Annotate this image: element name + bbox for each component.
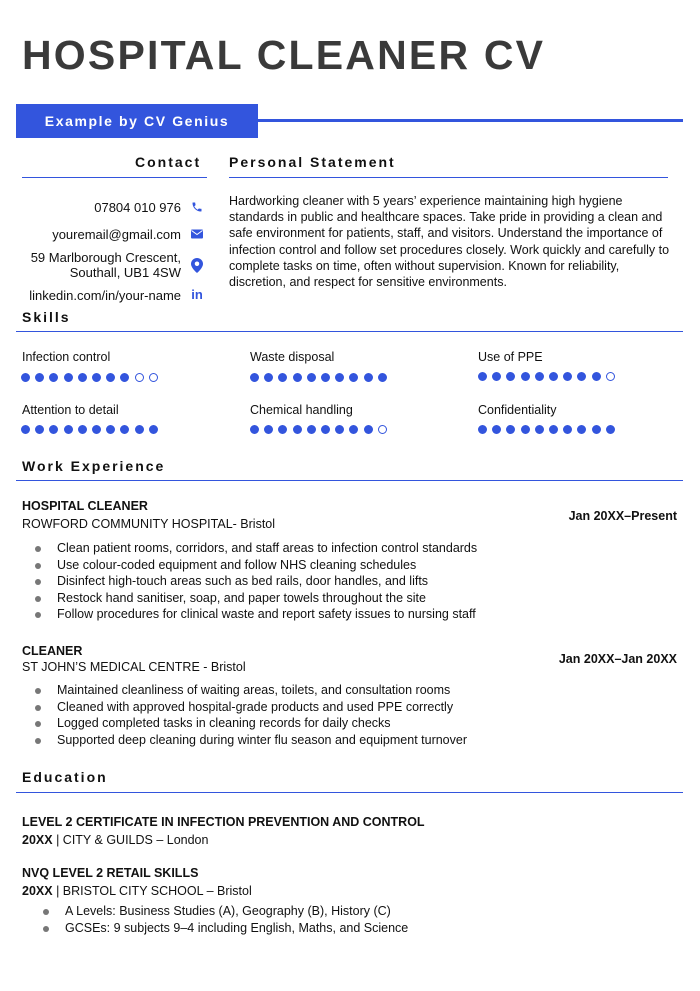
rating-dot-filled <box>92 373 101 382</box>
rating-dot-filled <box>78 425 87 434</box>
job-employer: ST JOHN’S MEDICAL CENTRE - Bristol <box>22 660 246 674</box>
rating-dot-filled <box>535 425 544 434</box>
skill-name: Confidentiality <box>478 403 557 417</box>
rating-dot-filled <box>321 373 330 382</box>
rating-dot-filled <box>521 372 530 381</box>
rating-dot-filled <box>307 373 316 382</box>
rating-dot-filled <box>535 372 544 381</box>
contact-email: youremail@gmail.com <box>52 227 181 242</box>
rating-dot-filled <box>364 425 373 434</box>
list-item: Cleaned with approved hospital-grade products and used PPE correctly <box>35 699 467 716</box>
list-item: Restock hand sanitiser, soap, and paper towels throughout the site <box>35 590 477 607</box>
rating-dot-filled <box>264 425 273 434</box>
rating-dot-filled <box>35 373 44 382</box>
list-item: Disinfect high-touch areas such as bed rails, door handles, and lifts <box>35 573 477 590</box>
example-banner <box>16 104 258 138</box>
skill-rating <box>250 373 387 382</box>
contact-linkedin: linkedin.com/in/your-name <box>29 288 181 303</box>
rating-dot-filled <box>120 373 129 382</box>
education-year: 20XX <box>22 833 53 847</box>
skill-rating <box>478 425 615 434</box>
phone-icon <box>190 200 204 214</box>
rating-dot-filled <box>307 425 316 434</box>
rating-dot-filled <box>563 425 572 434</box>
skills-rule <box>16 331 683 332</box>
skill-rating <box>21 425 158 434</box>
rating-dot-filled <box>64 425 73 434</box>
contact-phone: 07804 010 976 <box>94 200 181 215</box>
skill-rating <box>21 373 158 382</box>
rating-dot-filled <box>492 425 501 434</box>
education-detail <box>22 833 208 847</box>
rating-dot-filled <box>506 425 515 434</box>
rating-dot-filled <box>106 373 115 382</box>
rating-dot-filled <box>264 373 273 382</box>
rating-dot-filled <box>349 373 358 382</box>
rating-dot-filled <box>521 425 530 434</box>
rating-dot-filled <box>592 372 601 381</box>
list-item: Use colour-coded equipment and follow NHS cleaning schedules <box>35 557 477 574</box>
job-employer: ROWFORD COMMUNITY HOSPITAL- Bristol <box>22 517 276 531</box>
education-detail <box>22 884 252 898</box>
list-item: Logged completed tasks in cleaning records for daily checks <box>35 715 467 732</box>
contact-address-line1: 59 Marlborough Crescent, <box>30 250 181 265</box>
education-heading: Education <box>22 769 108 785</box>
rating-dot-filled <box>35 425 44 434</box>
job-dates: Jan 20XX–Present <box>568 509 677 523</box>
job-dates: Jan 20XX–Jan 20XX <box>558 652 677 666</box>
rating-dot-empty <box>606 372 615 381</box>
list-item: Follow procedures for clinical waste and report safety issues to nursing staff <box>35 606 477 623</box>
contact-rule <box>22 177 207 178</box>
rating-dot-filled <box>592 425 601 434</box>
rating-dot-filled <box>478 425 487 434</box>
rating-dot-filled <box>335 425 344 434</box>
rating-dot-filled <box>64 373 73 382</box>
banner-rule <box>258 119 683 122</box>
rating-dot-filled <box>293 373 302 382</box>
rating-dot-empty <box>149 373 158 382</box>
rating-dot-filled <box>335 373 344 382</box>
rating-dot-filled <box>349 425 358 434</box>
skill-name: Use of PPE <box>478 350 543 364</box>
rating-dot-filled <box>577 372 586 381</box>
rating-dot-filled <box>549 425 558 434</box>
skills-heading: Skills <box>22 309 71 325</box>
rating-dot-filled <box>293 425 302 434</box>
rating-dot-filled <box>364 373 373 382</box>
skill-name: Waste disposal <box>250 350 335 364</box>
rating-dot-filled <box>321 425 330 434</box>
rating-dot-filled <box>606 425 615 434</box>
job-bullets <box>35 540 477 623</box>
rating-dot-empty <box>378 425 387 434</box>
rating-dot-filled <box>378 373 387 382</box>
education-year: 20XX <box>22 884 53 898</box>
rating-dot-filled <box>506 372 515 381</box>
cv-title: HOSPITAL CLEANER CV <box>22 32 546 78</box>
education-title: LEVEL 2 CERTIFICATE IN INFECTION PREVENTION AND CONTROL <box>22 815 425 829</box>
list-item: Maintained cleanliness of waiting areas, toilets, and consultation rooms <box>35 682 467 699</box>
rating-dot-filled <box>135 425 144 434</box>
location-pin-icon <box>190 258 204 272</box>
skill-rating <box>478 372 615 381</box>
rating-dot-filled <box>250 425 259 434</box>
rating-dot-filled <box>563 372 572 381</box>
job-bullets <box>35 682 467 748</box>
statement-heading: Personal Statement <box>229 154 396 170</box>
education-institution: | BRISTOL CITY SCHOOL – Bristol <box>52 884 252 898</box>
statement-text: Hardworking cleaner with 5 years’ experience maintaining high hygiene standards in public and healthcare spaces. Take pride in providing a clean and safe environment for patients, staff, and visitors. Understand the importance of infection control and follow set procedures closely. Work quickly and carefully to complete tasks on time, often without supervision. Known for reliability, discretion, and respect for sensitive environments. <box>229 194 670 290</box>
rating-dot-filled <box>49 373 58 382</box>
skill-name: Chemical handling <box>250 403 353 417</box>
education-rule <box>16 792 683 793</box>
rating-dot-empty <box>135 373 144 382</box>
rating-dot-filled <box>78 373 87 382</box>
list-item: A Levels: Business Studies (A), Geography (B), History (C) <box>43 903 408 920</box>
rating-dot-filled <box>149 425 158 434</box>
skill-rating <box>250 425 387 434</box>
list-item: Clean patient rooms, corridors, and staff areas to infection control standards <box>35 540 477 557</box>
rating-dot-filled <box>250 373 259 382</box>
skill-name: Attention to detail <box>22 403 119 417</box>
job-title: CLEANER <box>22 644 83 658</box>
rating-dot-filled <box>577 425 586 434</box>
rating-dot-filled <box>92 425 101 434</box>
skill-name: Infection control <box>22 350 111 364</box>
banner-text: Example by CV Genius <box>44 113 230 129</box>
rating-dot-filled <box>278 425 287 434</box>
rating-dot-filled <box>278 373 287 382</box>
rating-dot-filled <box>492 372 501 381</box>
contact-heading: Contact <box>135 154 202 170</box>
rating-dot-filled <box>478 372 487 381</box>
linkedin-icon: in <box>191 286 203 302</box>
experience-heading: Work Experience <box>22 458 166 474</box>
rating-dot-filled <box>21 425 30 434</box>
education-institution: | CITY & GUILDS – London <box>52 833 209 847</box>
job-title: HOSPITAL CLEANER <box>22 499 148 513</box>
rating-dot-filled <box>106 425 115 434</box>
education-title: NVQ LEVEL 2 RETAIL SKILLS <box>22 866 199 880</box>
list-item: GCSEs: 9 subjects 9–4 including English, Maths, and Science <box>43 920 408 937</box>
envelope-icon <box>190 227 204 241</box>
education-bullets <box>43 903 408 936</box>
statement-rule <box>229 177 668 178</box>
rating-dot-filled <box>49 425 58 434</box>
rating-dot-filled <box>120 425 129 434</box>
experience-rule <box>16 480 683 481</box>
contact-address-line2: Southall, UB1 4SW <box>69 265 181 280</box>
rating-dot-filled <box>549 372 558 381</box>
rating-dot-filled <box>21 373 30 382</box>
list-item: Supported deep cleaning during winter flu season and equipment turnover <box>35 732 467 749</box>
